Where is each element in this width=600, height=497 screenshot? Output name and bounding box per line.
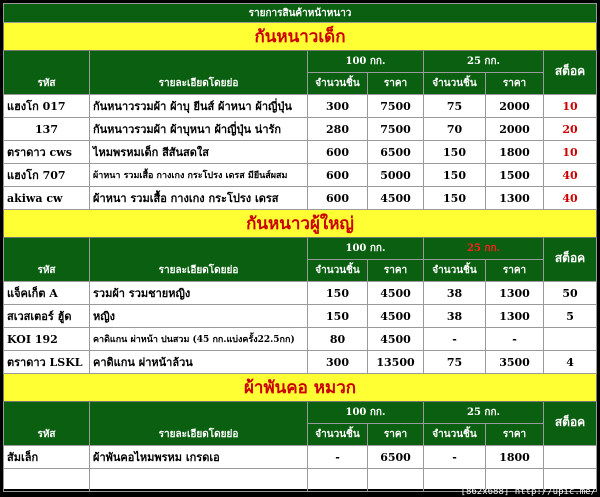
price-25: 3500 <box>486 351 544 374</box>
price-100: 5000 <box>368 164 424 187</box>
stock-value: 20 <box>544 118 597 141</box>
stock-value: 40 <box>544 164 597 187</box>
pieces-25: 150 <box>424 164 486 187</box>
header-qty100: 100 กก. <box>308 238 424 260</box>
pieces-25: 70 <box>424 118 486 141</box>
header-price: ราคา <box>486 260 544 282</box>
header-price: ราคา <box>368 424 424 446</box>
section-title: กันหนาวเด็ก <box>4 23 597 51</box>
header-price: ราคา <box>368 73 424 95</box>
pieces-100: 300 <box>308 95 368 118</box>
header-stock: สต็อค <box>544 238 597 282</box>
header-pieces: จำนวนชิ้น <box>424 73 486 95</box>
title-row <box>4 4 597 23</box>
stock-value: 10 <box>544 141 597 164</box>
pieces-25: 38 <box>424 282 486 305</box>
pieces-25: 38 <box>424 305 486 328</box>
product-desc: คาดิแกน ผ่าหน้า ปนสวม (45 กก.แบ่งครั้ง22.5กก) <box>90 328 308 351</box>
price-25: 1300 <box>486 305 544 328</box>
pieces-100: 600 <box>308 141 368 164</box>
header-pieces: จำนวนชิ้น <box>308 424 368 446</box>
table-row <box>4 95 597 118</box>
product-code: ตราดาว cws <box>4 141 90 164</box>
section-title-row <box>4 23 597 51</box>
price-100: 4500 <box>368 187 424 210</box>
header-price: ราคา <box>486 424 544 446</box>
product-desc: กันหนาวรวมผ้า ผ้าบุ ยีนส์ ผ้าหนา ผ้าญี่ปุ่น <box>90 95 308 118</box>
pieces-100: 600 <box>308 187 368 210</box>
pieces-100: 150 <box>308 305 368 328</box>
product-code: สเวสเตอร์ ฮู้ด <box>4 305 90 328</box>
header-row-1 <box>4 238 597 260</box>
header-qty100: 100 กก. <box>308 402 424 424</box>
product-desc: กันหนาวรวมผ้า ผ้าบุหนา ผ้าญี่ปุ่น น่ารัก <box>90 118 308 141</box>
pieces-100: 600 <box>308 164 368 187</box>
header-qty25: 25 กก. <box>424 238 544 260</box>
price-25: 1800 <box>486 446 544 469</box>
product-code: แจ็คเก็ต A <box>4 282 90 305</box>
section-title-row <box>4 374 597 402</box>
header-desc: รายละเอียดโดยย่อ <box>90 238 308 282</box>
pieces-25: - <box>424 446 486 469</box>
pieces-25: 75 <box>424 351 486 374</box>
pieces-100: 280 <box>308 118 368 141</box>
stock-value: 5 <box>544 305 597 328</box>
header-qty25: 25 กก. <box>424 402 544 424</box>
product-desc: หญิง <box>90 305 308 328</box>
header-code: รหัส <box>4 51 90 95</box>
price-25: 1500 <box>486 164 544 187</box>
stock-value <box>544 446 597 469</box>
price-100: 6500 <box>368 141 424 164</box>
product-desc: คาดิแกน ผ่าหน้าล้วน <box>90 351 308 374</box>
header-pieces: จำนวนชิ้น <box>308 260 368 282</box>
header-price: ราคา <box>486 73 544 95</box>
price-25: - <box>486 328 544 351</box>
page-title: รายการสินค้าหน้าหนาว <box>4 4 597 23</box>
pieces-25: 150 <box>424 141 486 164</box>
header-code: รหัส <box>4 238 90 282</box>
table-row <box>4 351 597 374</box>
product-desc: ไหมพรหมเด็ก สีสันสดใส <box>90 141 308 164</box>
price-100: 4500 <box>368 282 424 305</box>
price-25: 1800 <box>486 141 544 164</box>
header-qty25: 25 กก. <box>424 51 544 73</box>
product-code: แฮงโก 017 <box>4 95 90 118</box>
product-code: ตราดาว LSKL <box>4 351 90 374</box>
product-desc: ผ้าหนา รวมเสื้อ กางเกง กระโปรง เดรส <box>90 187 308 210</box>
pieces-100: 80 <box>308 328 368 351</box>
header-pieces: จำนวนชิ้น <box>308 73 368 95</box>
empty-cell <box>90 469 308 492</box>
header-stock: สต็อค <box>544 402 597 446</box>
table-row <box>4 328 597 351</box>
table-row <box>4 305 597 328</box>
product-desc: ผ้าพันคอไหมพรหม เกรดเอ <box>90 446 308 469</box>
image-host-footer: [862x688] http://upic.me/ <box>460 487 596 497</box>
stock-value: 50 <box>544 282 597 305</box>
header-pieces: จำนวนชิ้น <box>424 260 486 282</box>
section-title-row <box>4 210 597 238</box>
header-price: ราคา <box>368 260 424 282</box>
pieces-25: - <box>424 328 486 351</box>
header-desc: รายละเอียดโดยย่อ <box>90 402 308 446</box>
table-row <box>4 446 597 469</box>
price-100: 13500 <box>368 351 424 374</box>
price-25: 1300 <box>486 282 544 305</box>
price-100: 4500 <box>368 328 424 351</box>
product-code: แฮงโก 707 <box>4 164 90 187</box>
price-100: 4500 <box>368 305 424 328</box>
product-desc: รวมผ้า รวมชายหญิง <box>90 282 308 305</box>
header-desc: รายละเอียดโดยย่อ <box>90 51 308 95</box>
table-row <box>4 187 597 210</box>
price-100: 7500 <box>368 118 424 141</box>
header-qty100: 100 กก. <box>308 51 424 73</box>
stock-value: 40 <box>544 187 597 210</box>
price-25: 2000 <box>486 118 544 141</box>
pieces-100: - <box>308 446 368 469</box>
stock-value: 10 <box>544 95 597 118</box>
price-100: 7500 <box>368 95 424 118</box>
product-code: สัมเล็ก <box>4 446 90 469</box>
pieces-100: 300 <box>308 351 368 374</box>
header-row-1 <box>4 402 597 424</box>
product-desc: ผ้าหนา รวมเสื้อ กางเกง กระโปรง เดรส มียีนส์ผสม <box>90 164 308 187</box>
price-table <box>3 3 597 492</box>
empty-cell <box>4 469 90 492</box>
table-row <box>4 164 597 187</box>
stock-value: 4 <box>544 351 597 374</box>
header-code: รหัส <box>4 402 90 446</box>
section-title: กันหนาวผู้ใหญ่ <box>4 210 597 238</box>
product-sheet <box>3 3 596 489</box>
header-stock: สต็อค <box>544 51 597 95</box>
table-row <box>4 282 597 305</box>
price-100: 6500 <box>368 446 424 469</box>
header-pieces: จำนวนชิ้น <box>424 424 486 446</box>
product-code: KOI 192 <box>4 328 90 351</box>
stock-value <box>544 328 597 351</box>
table-row <box>4 118 597 141</box>
product-code: akiwa cw <box>4 187 90 210</box>
section-title: ผ้าพันคอ หมวก <box>4 374 597 402</box>
header-row-1 <box>4 51 597 73</box>
table-row <box>4 141 597 164</box>
pieces-25: 150 <box>424 187 486 210</box>
price-25: 2000 <box>486 95 544 118</box>
empty-cell <box>308 469 368 492</box>
product-code: 137 <box>4 118 90 141</box>
empty-cell <box>368 469 424 492</box>
pieces-100: 150 <box>308 282 368 305</box>
price-25: 1300 <box>486 187 544 210</box>
pieces-25: 75 <box>424 95 486 118</box>
